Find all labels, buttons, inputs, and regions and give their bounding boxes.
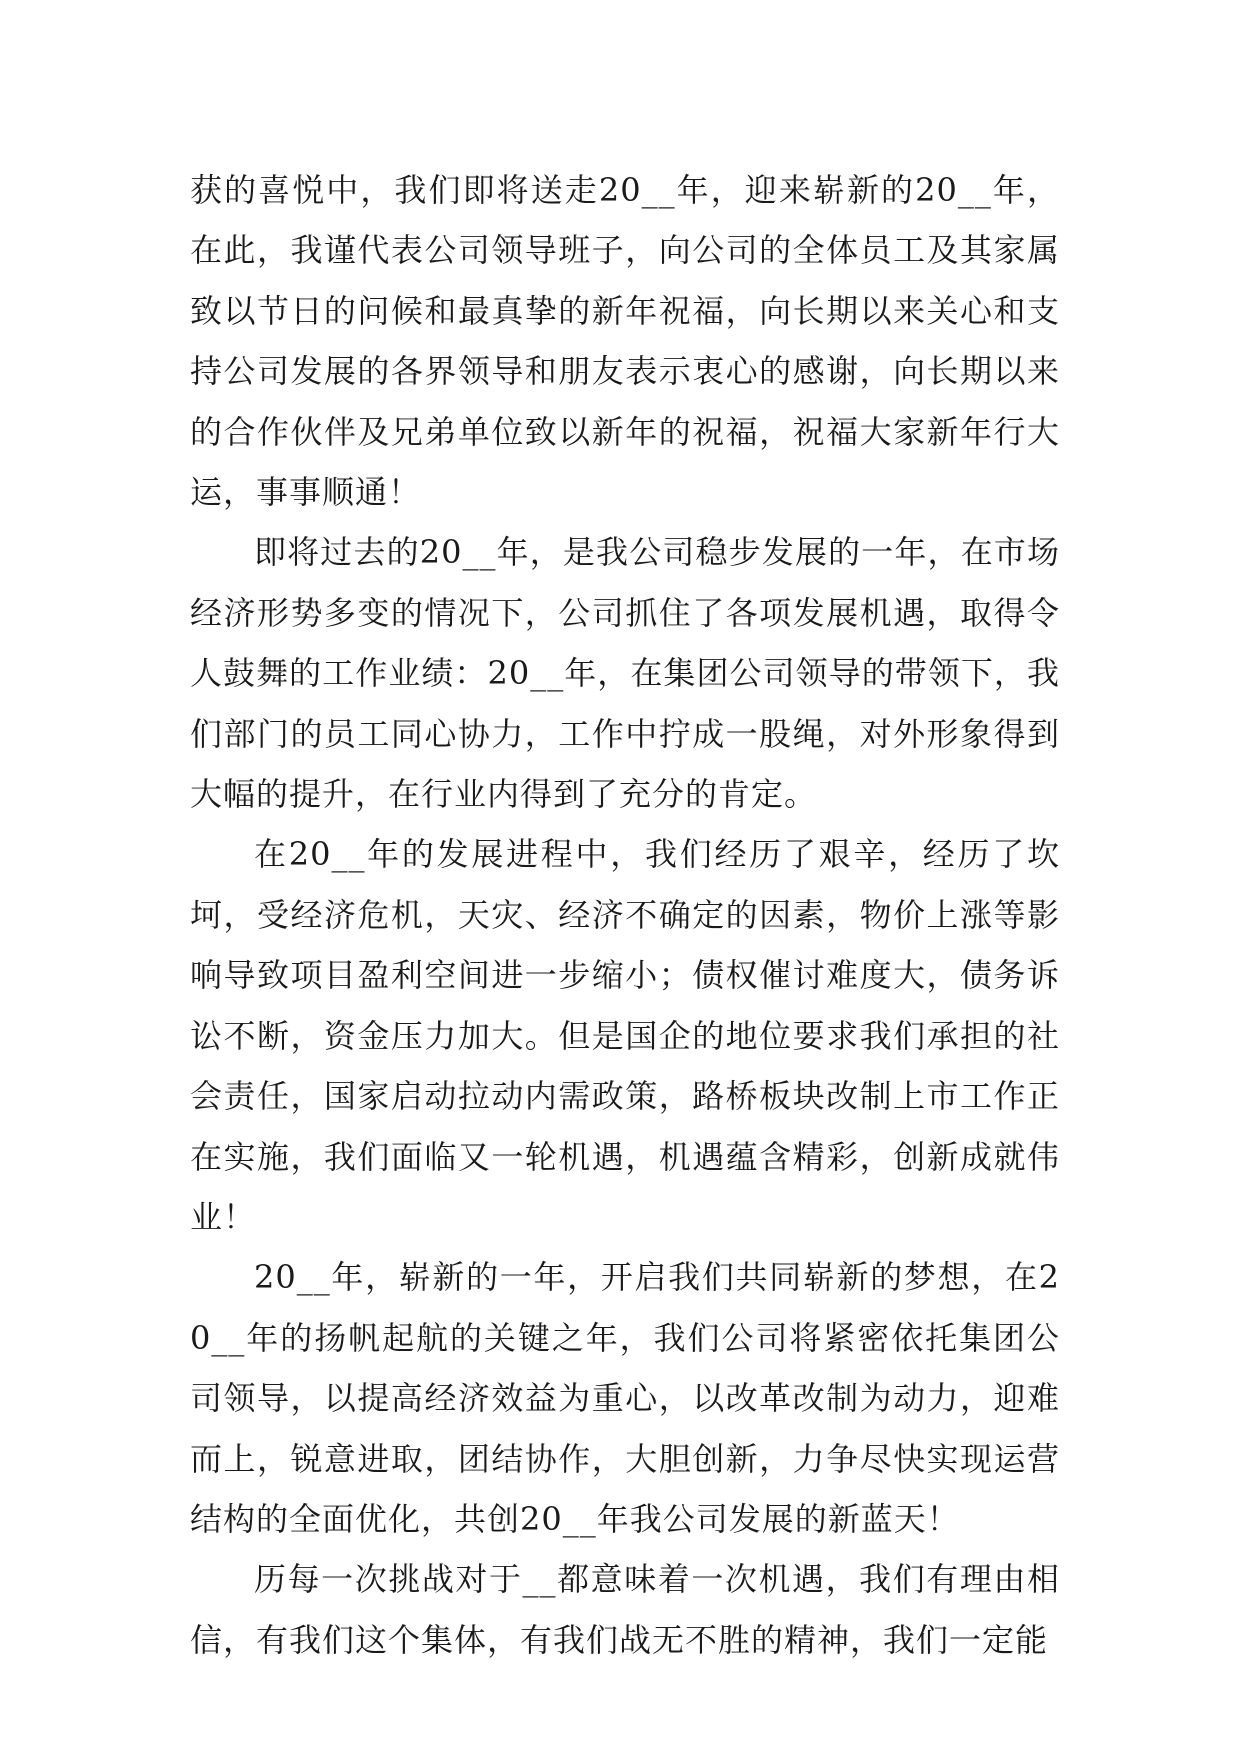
paragraph-2: 即将过去的20__年，是我公司稳步发展的一年，在市场经济形势多变的情况下，公司抓住了各项发展机遇，取得令人鼓舞的工作业绩：20__年，在集团公司领导的带领下，我们部门的员工同心协力，工作中拧成一股绳，对外形象得到大幅的提升，在行业内得到了充分的肯定。 [190,533,1060,814]
document-body [190,160,1060,1670]
paragraph-5: 历每一次挑战对于__都意味着一次机遇，我们有理由相信，有我们这个集体，有我们战无不胜的精神，我们一定能 [190,1560,1060,1659]
paragraph-4: 20__年，崭新的一年，开启我们共同崭新的梦想，在20__年的扬帆起航的关键之年，我们公司将紧密依托集团公司领导，以提高经济效益为重心，以改革改制为动力，迎难而上，锐意进取，团结协作，大胆创新，力争尽快实现运营结构的全面优化，共创20__年我公司发展的新蓝天！ [190,1258,1060,1538]
paragraph-3: 在20__年的发展进程中，我们经历了艰辛，经历了坎坷，受经济危机，天灾、经济不确定的因素，物价上涨等影响导致项目盈利空间进一步缩小；债权催讨难度大，债务诉讼不断，资金压力加大。但是国企的地位要求我们承担的社会责任，国家启动拉动内需政策，路桥板块改制上市工作正在实施，我们面临又一轮机遇，机遇蕴含精彩，创新成就伟业！ [190,835,1060,1236]
paragraph-1: 获的喜悦中，我们即将送走20__年，迎来崭新的20__年，在此，我谨代表公司领导班子，向公司的全体员工及其家属致以节日的问候和最真挚的新年祝福，向长期以来关心和支持公司发展的各界领导和朋友表示衷心的感谢，向长期以来的合作伙伴及兄弟单位致以新年的祝福，祝福大家新年行大运，事事顺通！ [190,171,1060,512]
